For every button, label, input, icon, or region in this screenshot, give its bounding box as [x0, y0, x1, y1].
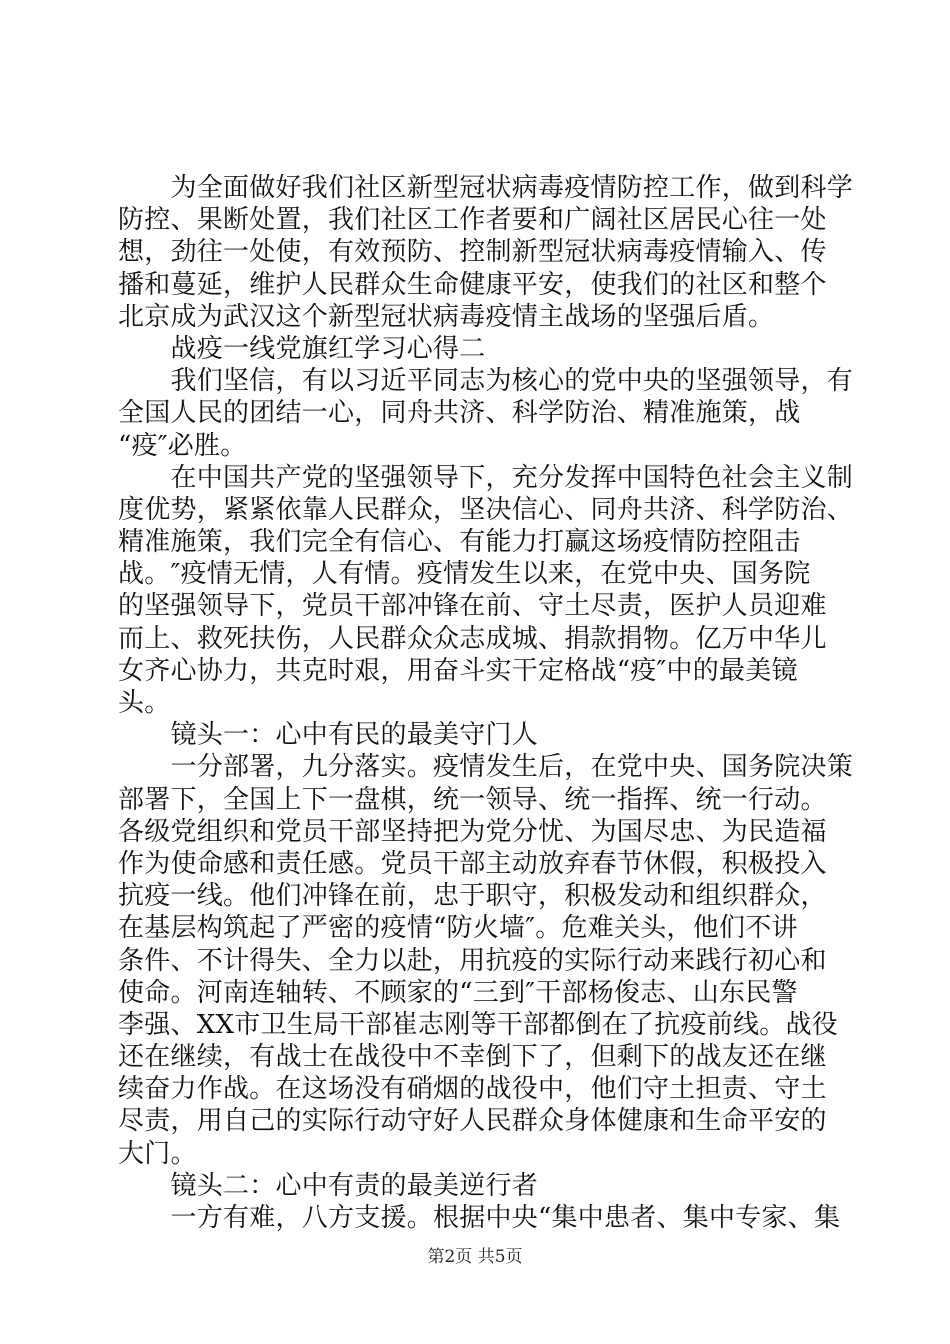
- text-line: 部署下，全国上下一盘棋，统一领导、统一指挥、统一行动。: [118, 784, 827, 815]
- text-line: 为全面做好我们社区新型冠状病毒疫情防控工作，做到科学: [118, 173, 854, 203]
- text-line: “疫″必胜。: [118, 430, 247, 461]
- section-heading: 战疫一线党旗红学习心得二: [118, 333, 486, 364]
- text-line: 北京成为武汉这个新型冠状病毒疫情主战场的坚强后盾。: [118, 301, 775, 332]
- text-line: 李强、XX市卫生局干部崔志刚等干部都倒在了抗疫前线。战役: [118, 1009, 839, 1040]
- text-line: 我们坚信，有以习近平同志为核心的党中央的坚强领导，有: [118, 366, 854, 397]
- text-line: 而上、救死扶伤，人民群众众志成城、捐款捐物。亿万中华儿: [118, 623, 827, 654]
- text-line: 续奋力作战。在这场没有硝烟的战役中，他们守土担责、守土: [118, 1074, 827, 1105]
- text-line: 尽责，用自己的实际行动守好人民群众身体健康和生命平安的: [118, 1106, 827, 1137]
- text-line: 抗疫一线。他们冲锋在前，忠于职守，积极发动和组织群众，: [118, 881, 827, 912]
- text-line: 精准施策，我们完全有信心、有能力打赢这场疫情防控阻击: [118, 527, 801, 558]
- text-line: 在中国共产党的坚强领导下，充分发挥中国特色社会主义制: [118, 462, 854, 493]
- text-line: 条件、不计得失、全力以赴，用抗疫的实际行动来践行初心和: [118, 945, 827, 976]
- text-line: 防控、果断处置，我们社区工作者要和广阔社区居民心往一处: [118, 205, 827, 236]
- text-line: 作为使命感和责任感。党员干部主动放弃春节休假，积极投入: [118, 848, 827, 879]
- text-line: 战。″疫情无情，人有情。疫情发生以来，在党中央、国务院: [118, 559, 811, 590]
- page-number-footer: 第2页 共5页: [427, 1247, 523, 1267]
- text-line: 使命。河南连轴转、不顾家的“三到″干部杨俊志、山东民警: [118, 977, 798, 1008]
- text-line: 度优势，紧紧依靠人民群众，坚决信心、同舟共济、科学防治、: [118, 494, 854, 525]
- section-heading: 镜头一：心中有民的最美守门人: [118, 720, 539, 751]
- text-line: 各级党组织和党员干部坚持把为党分忧、为国尽忠、为民造福: [118, 816, 827, 847]
- text-line: 的坚强领导下，党员干部冲锋在前、守土尽责，医护人员迎难: [118, 591, 827, 622]
- text-line: 一分部署，九分落实。疫情发生后，在党中央、国务院决策: [118, 752, 854, 783]
- text-line: 大门。: [118, 1138, 197, 1169]
- text-line: 头。: [118, 688, 171, 718]
- body-text: [118, 172, 854, 1234]
- text-line: 播和蔓延，维护人民群众生命健康平安，使我们的社区和整个: [118, 269, 827, 300]
- text-line: 女齐心协力，共克时艰，用奋斗实干定格战“疫″中的最美镜: [118, 655, 798, 686]
- text-line: 一方有难，八方支援。根据中央“集中患者、集中专家、集: [118, 1203, 841, 1233]
- text-line: 全国人民的团结一心，同舟共济、科学防治、精准施策，战: [118, 398, 801, 429]
- text-line: 想，劲往一处使，有效预防、控制新型冠状病毒疫情输入、传: [118, 237, 827, 268]
- text-line: 还在继续，有战士在战役中不幸倒下了，但剩下的战友还在继: [118, 1042, 827, 1073]
- text-line: 在基层构筑起了严密的疫情“防火墙″。危难关头，他们不讲: [118, 913, 798, 944]
- section-heading: 镜头二：心中有责的最美逆行者: [118, 1170, 539, 1201]
